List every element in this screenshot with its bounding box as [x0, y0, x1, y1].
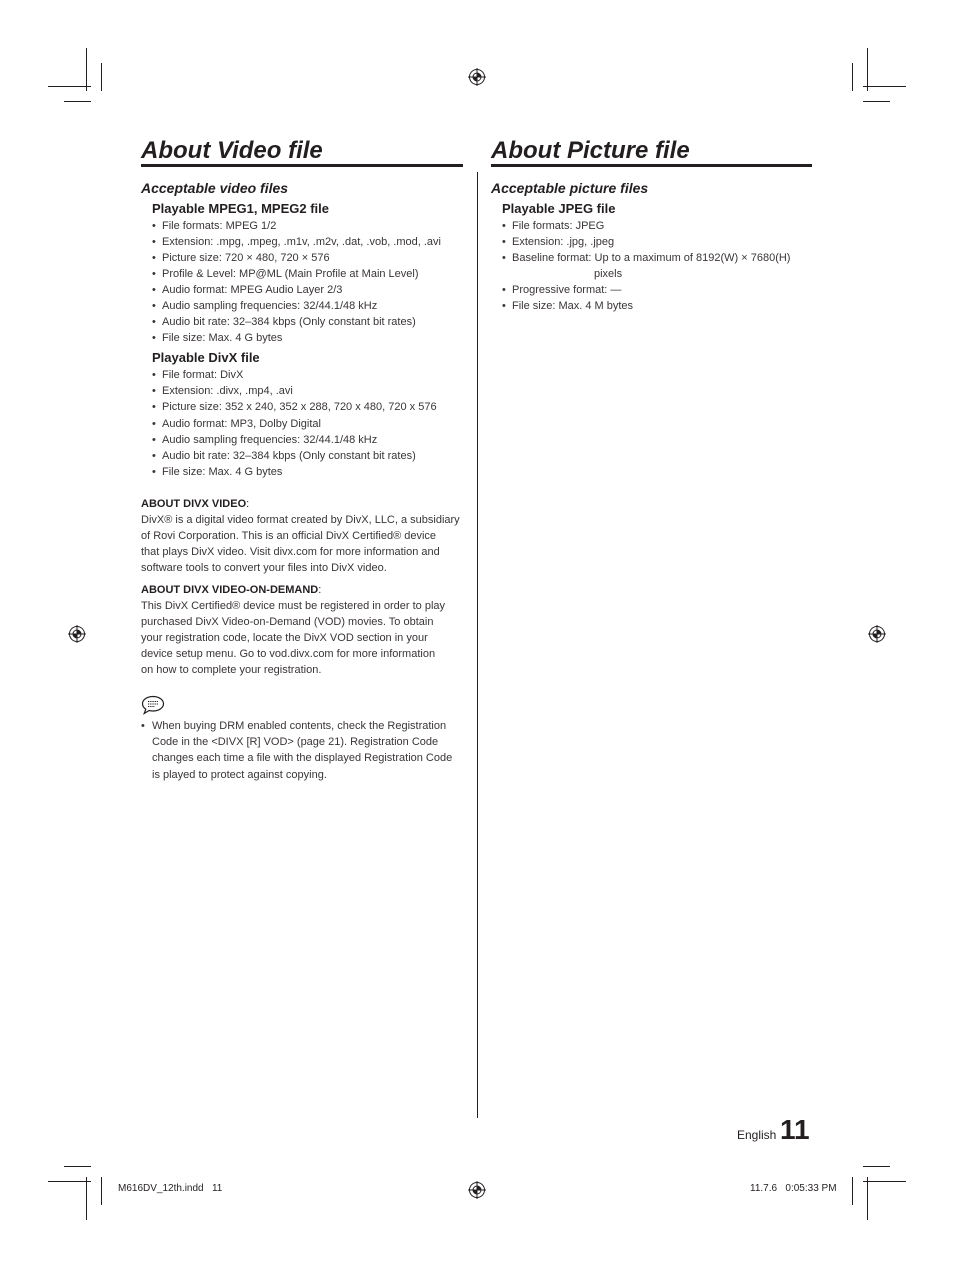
crop-mark [863, 101, 890, 102]
baseline-continuation: pixels [594, 268, 623, 280]
registration-mark-icon [68, 625, 86, 643]
column-divider [477, 172, 478, 1118]
crop-mark [852, 63, 853, 91]
picture-section-title: About Picture file [491, 137, 690, 164]
list-item: • File formats: MPEG 1/2 [152, 218, 441, 234]
crop-mark [64, 101, 91, 102]
crop-mark [101, 1177, 102, 1205]
list-item: • File size: Max. 4 G bytes [152, 330, 441, 346]
about-vod-title-text: ABOUT DIVX VIDEO-ON-DEMAND [141, 584, 319, 596]
video-title-rule [141, 164, 463, 167]
list-item: • Picture size: 352 x 240, 352 x 288, 720 x 480, 720 x 576 [152, 399, 437, 415]
crop-mark [867, 48, 868, 91]
registration-mark-icon [468, 68, 486, 86]
paragraph-line: DivX® is a digital video format created by DivX, LLC, a subsidiary [141, 514, 460, 526]
crop-mark [64, 1166, 91, 1167]
about-divx-title-text: ABOUT DIVX VIDEO [141, 498, 247, 510]
crop-mark [863, 86, 906, 87]
about-vod-title: ABOUT DIVX VIDEO-ON-DEMAND: [141, 584, 322, 596]
list-item: • File size: Max. 4 G bytes [152, 464, 437, 480]
paragraph-line: your registration code, locate the DivX VOD section in your [141, 632, 428, 644]
file-slug: M616DV_12th.indd 11 [118, 1183, 223, 1194]
video-section-title: About Video file [141, 137, 323, 164]
crop-mark [101, 63, 102, 91]
crop-mark [86, 48, 87, 91]
jpeg-list [502, 218, 790, 314]
about-vod-paragraph [141, 598, 463, 678]
list-item: • Audio format: MP3, Dolby Digital [152, 416, 437, 432]
list-item: • Progressive format: — [502, 282, 790, 298]
picture-title-rule [491, 164, 812, 167]
list-item [141, 718, 452, 783]
list-item [502, 250, 790, 282]
note-line: Code in the <DIVX [R] VOD> (page 21). Registration Code [152, 736, 439, 749]
list-item: • Audio bit rate: 32–384 kbps (Only constant bit rates) [152, 314, 441, 330]
list-item: • Picture size: 720 × 480, 720 × 576 [152, 250, 441, 266]
crop-mark [48, 1181, 91, 1182]
note-line: is played to protect against copying. [152, 768, 327, 781]
list-item: • File formats: JPEG [502, 218, 790, 234]
list-item: • Audio format: MPEG Audio Layer 2/3 [152, 282, 441, 298]
print-timestamp: 11.7.6 0:05:33 PM [750, 1183, 837, 1194]
acceptable-video-heading: Acceptable video files [141, 180, 289, 196]
list-item: • Audio sampling frequencies: 32/44.1/48 kHz [152, 432, 437, 448]
mpeg-heading: Playable MPEG1, MPEG2 file [152, 201, 330, 216]
divx-heading: Playable DivX file [152, 350, 260, 365]
crop-mark [863, 1166, 890, 1167]
paragraph-line: that plays DivX video. Visit divx.com for more information and [141, 546, 440, 558]
paragraph-line: purchased DivX Video-on-Demand (VOD) movies. To obtain [141, 616, 434, 628]
note-line: changes each time a file with the displayed Registration Code [152, 752, 453, 765]
acceptable-picture-heading: Acceptable picture files [491, 180, 649, 196]
registration-mark-icon [868, 625, 886, 643]
crop-mark [863, 1181, 906, 1182]
list-item: • Extension: .mpg, .mpeg, .m1v, .m2v, .dat, .vob, .mod, .avi [152, 234, 441, 250]
list-item: • Extension: .jpg, .jpeg [502, 234, 790, 250]
list-item: • File size: Max. 4 M bytes [502, 298, 790, 314]
paragraph-line: software tools to convert your files into DivX video. [141, 562, 387, 574]
note-icon [141, 695, 165, 715]
paragraph-line: of Rovi Corporation. This is an official DivX Certified® device [141, 530, 437, 542]
registration-mark-icon [468, 1181, 486, 1199]
about-divx-paragraph [141, 512, 463, 576]
crop-mark [48, 86, 91, 87]
list-item: • Audio bit rate: 32–384 kbps (Only constant bit rates) [152, 448, 437, 464]
list-item: • Extension: .divx, .mp4, .avi [152, 383, 437, 399]
mpeg-list [152, 218, 441, 346]
crop-mark [86, 1177, 87, 1220]
paragraph-line: This DivX Certified® device must be registered in order to play [141, 600, 446, 612]
paragraph-line: on how to complete your registration. [141, 664, 322, 676]
language-label: English [737, 1128, 777, 1142]
crop-mark [867, 1177, 868, 1220]
list-item: • Audio sampling frequencies: 32/44.1/48 kHz [152, 298, 441, 314]
divx-list [152, 367, 437, 480]
note-line: • When buying DRM enabled contents, check the Registration [152, 720, 447, 732]
about-divx-title: ABOUT DIVX VIDEO: [141, 498, 250, 510]
page-number: 11 [780, 1114, 810, 1145]
jpeg-heading: Playable JPEG file [502, 201, 616, 216]
note-list [141, 718, 452, 783]
crop-mark [852, 1177, 853, 1205]
baseline-text: Baseline format: Up to a maximum of 8192(W) × 7680(H) [512, 252, 791, 264]
list-item: • Profile & Level: MP@ML (Main Profile at Main Level) [152, 266, 441, 282]
paragraph-line: device setup menu. Go to vod.divx.com for more information [141, 648, 436, 660]
list-item: • File format: DivX [152, 367, 437, 383]
